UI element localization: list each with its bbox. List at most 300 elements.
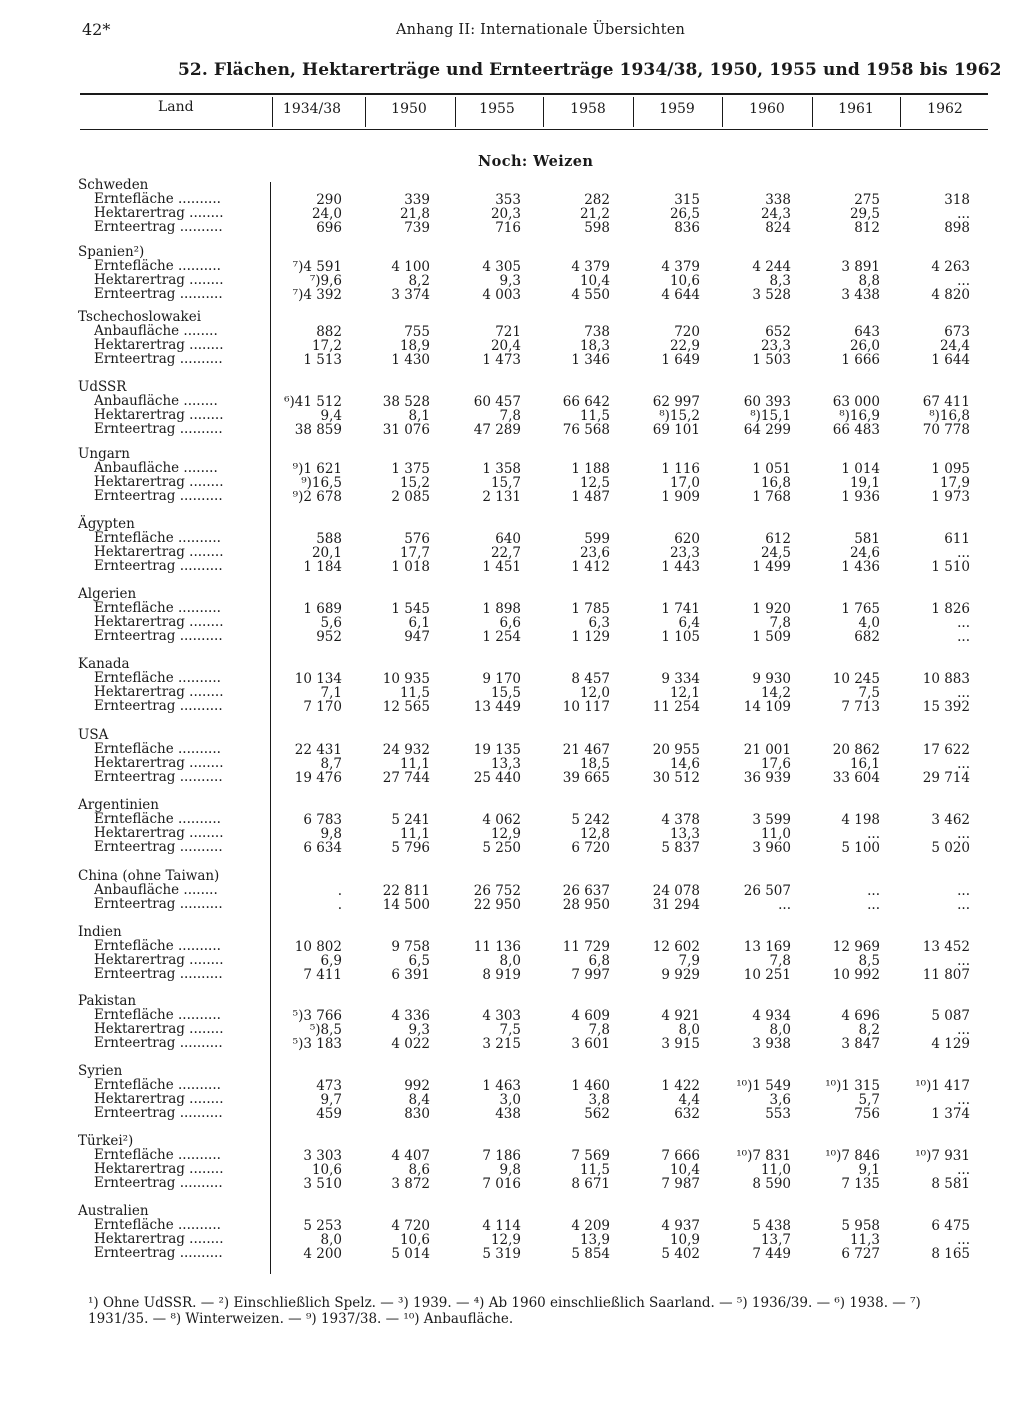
table-cell: 27 744	[382, 770, 430, 786]
table-cell: 22 811	[382, 883, 430, 899]
table-cell: 7 569	[571, 1148, 610, 1164]
table-cell: 7 713	[841, 699, 880, 715]
table-cell: 10 134	[294, 671, 342, 687]
table-cell: 598	[584, 220, 610, 236]
table-cell: 10 117	[562, 699, 610, 715]
table-title: 52. Flächen, Hektarerträge und Ernteerträge 1934/38, 1950, 1955 und 1958 bis 1962	[178, 60, 1002, 80]
table-cell: 7 411	[303, 967, 342, 983]
table-cell: 1 785	[571, 601, 610, 617]
table-cell: 1 689	[303, 601, 342, 617]
table-cell: 2 085	[391, 489, 430, 505]
table-cell: 6,1	[408, 615, 430, 631]
row-label: Hektarertrag ........	[94, 338, 224, 352]
table-cell: 13,9	[579, 1232, 610, 1248]
table-cell: ¹⁰)7 846	[825, 1148, 880, 1164]
table-cell: 24 932	[382, 742, 430, 758]
table-cell: 9 758	[391, 939, 430, 955]
table-cell: ...	[957, 1022, 970, 1038]
table-cell: 5 241	[391, 812, 430, 828]
table-cell: 6,3	[588, 615, 610, 631]
table-cell: 8 457	[571, 671, 610, 687]
table-cell: 23,3	[669, 545, 700, 561]
table-cell: 5 796	[391, 840, 430, 856]
table-cell: 8,7	[320, 756, 342, 772]
table-cell: 5 402	[661, 1246, 700, 1262]
table-cell: 5 087	[931, 1008, 970, 1024]
table-cell: 339	[404, 192, 430, 208]
row-label: Hektarertrag ........	[94, 826, 224, 840]
table-cell: 3 528	[752, 287, 791, 303]
table-cell: 9,7	[320, 1092, 342, 1108]
table-cell: 4 921	[661, 1008, 700, 1024]
table-cell: 10,4	[579, 273, 610, 289]
table-cell: 7 186	[482, 1148, 521, 1164]
table-cell: 1 116	[661, 461, 700, 477]
table-cell: 318	[944, 192, 970, 208]
table-cell: 553	[765, 1106, 791, 1122]
table-cell: .	[337, 883, 342, 899]
table-cell: 1 375	[391, 461, 430, 477]
table-cell: 1 973	[931, 489, 970, 505]
table-cell: 1 188	[571, 461, 610, 477]
table-cell: 947	[404, 629, 430, 645]
table-cell: 4 379	[661, 259, 700, 275]
table-cell: 24,3	[760, 206, 791, 222]
table-cell: 11,1	[399, 826, 430, 842]
table-cell: 3 215	[482, 1036, 521, 1052]
row-label: Hektarertrag ........	[94, 1092, 224, 1106]
country-name: Algerien	[78, 586, 137, 602]
table-cell: 5 242	[571, 812, 610, 828]
table-cell: 11 136	[473, 939, 521, 955]
table-cell: 10 251	[743, 967, 791, 983]
table-cell: 4 820	[931, 287, 970, 303]
table-cell: 13 449	[473, 699, 521, 715]
table-cell: 673	[944, 324, 970, 340]
table-cell: 9 334	[661, 671, 700, 687]
table-cell: 8 590	[752, 1176, 791, 1192]
table-cell: 7,8	[588, 1022, 610, 1038]
table-cell: 4 937	[661, 1218, 700, 1234]
table-cell: 11,5	[579, 1162, 610, 1178]
table-cell: 15,5	[490, 685, 521, 701]
table-cell: 4 209	[571, 1218, 610, 1234]
row-label: Erntefläche ..........	[94, 939, 221, 953]
country-name: Australien	[78, 1203, 149, 1219]
table-cell: 4 303	[482, 1008, 521, 1024]
table-cell: 26 637	[562, 883, 610, 899]
table-cell: 19 476	[294, 770, 342, 786]
table-cell: 643	[854, 324, 880, 340]
table-cell: 3 847	[841, 1036, 880, 1052]
table-cell: ...	[867, 826, 880, 842]
table-cell: 755	[404, 324, 430, 340]
row-label: Erntefläche ..........	[94, 601, 221, 615]
table-cell: 1 898	[482, 601, 521, 617]
table-cell: ...	[957, 883, 970, 899]
table-cell: 11,3	[849, 1232, 880, 1248]
table-cell: 438	[495, 1106, 521, 1122]
table-cell: 11,5	[579, 408, 610, 424]
table-cell: 6,9	[320, 953, 342, 969]
table-cell: ¹⁰)7 931	[915, 1148, 970, 1164]
table-cell: 5 438	[752, 1218, 791, 1234]
table-cell: 1 473	[482, 352, 521, 368]
table-cell: 3,8	[588, 1092, 610, 1108]
row-label: Ernteertrag ..........	[94, 1246, 223, 1260]
table-cell: 4 100	[391, 259, 430, 275]
table-cell: ⁸)15,2	[659, 408, 700, 424]
table-cell: ¹⁰)1 315	[825, 1078, 880, 1094]
table-cell: ...	[957, 206, 970, 222]
row-label: Hektarertrag ........	[94, 1232, 224, 1246]
country-block	[78, 728, 278, 784]
table-cell: 11 807	[922, 967, 970, 983]
table-cell: 33 604	[832, 770, 880, 786]
row-label: Ernteertrag ..........	[94, 287, 223, 301]
table-cell: ...	[957, 826, 970, 842]
table-cell: 7,9	[678, 953, 700, 969]
table-cell: 22,7	[490, 545, 521, 561]
row-label: Ernteertrag ..........	[94, 1176, 223, 1190]
table-cell: 12,9	[490, 1232, 521, 1248]
country-block	[78, 245, 278, 301]
table-cell: 13 169	[743, 939, 791, 955]
table-cell: 353	[495, 192, 521, 208]
table-cell: 8,0	[678, 1022, 700, 1038]
table-cell: 5,6	[320, 615, 342, 631]
table-cell: 66 483	[832, 422, 880, 438]
table-cell: 16,8	[760, 475, 791, 491]
table-cell: 1 051	[752, 461, 791, 477]
table-cell: 682	[854, 629, 880, 645]
table-cell: 290	[316, 192, 342, 208]
row-label: Hektarertrag ........	[94, 206, 224, 220]
table-cell: ¹⁰)7 831	[736, 1148, 791, 1164]
page-number: 42*	[82, 20, 111, 39]
running-head: Anhang II: Internationale Übersichten	[396, 22, 686, 38]
table-cell: 18,3	[579, 338, 610, 354]
row-label: Erntefläche ..........	[94, 192, 221, 206]
table-cell: 1 666	[841, 352, 880, 368]
table-cell: 4 407	[391, 1148, 430, 1164]
table-cell: 1 346	[571, 352, 610, 368]
table-cell: 64 299	[743, 422, 791, 438]
table-cell: 11 729	[562, 939, 610, 955]
row-label: Ernteertrag ..........	[94, 489, 223, 503]
table-cell: ...	[957, 1232, 970, 1248]
table-cell: ...	[957, 615, 970, 631]
country-block	[78, 869, 278, 911]
country-name: USA	[78, 727, 109, 743]
table-cell: 14,2	[760, 685, 791, 701]
table-cell: 15,7	[490, 475, 521, 491]
table-cell: 24,5	[760, 545, 791, 561]
table-cell: 5 319	[482, 1246, 521, 1262]
table-cell: 5 250	[482, 840, 521, 856]
table-cell: 836	[674, 220, 700, 236]
table-cell: 9,8	[499, 1162, 521, 1178]
table-cell: 66 642	[562, 394, 610, 410]
table-cell: 6 475	[931, 1218, 970, 1234]
table-cell: 20,3	[490, 206, 521, 222]
table-cell: 716	[495, 220, 521, 236]
table-cell: 12,8	[579, 826, 610, 842]
table-cell: 8,2	[408, 273, 430, 289]
table-cell: 1 254	[482, 629, 521, 645]
table-cell: 640	[495, 531, 521, 547]
table-cell: 67 411	[922, 394, 970, 410]
header-column-separator	[633, 97, 634, 127]
country-block	[78, 447, 278, 503]
country-block	[78, 925, 278, 981]
table-cell: 7,8	[769, 615, 791, 631]
table-cell: 1 460	[571, 1078, 610, 1094]
table-cell: 581	[854, 531, 880, 547]
table-cell: 8,2	[858, 1022, 880, 1038]
table-cell: 9,1	[858, 1162, 880, 1178]
row-label: Hektarertrag ........	[94, 756, 224, 770]
row-label: Hektarertrag ........	[94, 615, 224, 629]
table-cell: 1 095	[931, 461, 970, 477]
row-label: Ernteertrag ..........	[94, 699, 223, 713]
table-cell: 4 609	[571, 1008, 610, 1024]
table-cell: 5 014	[391, 1246, 430, 1262]
table-cell: 10,6	[399, 1232, 430, 1248]
table-cell: ...	[957, 545, 970, 561]
table-cell: 5 837	[661, 840, 700, 856]
table-cell: 17,6	[760, 756, 791, 772]
table-cell: 7 135	[841, 1176, 880, 1192]
table-cell: 8,0	[769, 1022, 791, 1038]
table-cell: 10,6	[669, 273, 700, 289]
table-cell: 4 003	[482, 287, 521, 303]
table-cell: 17,9	[939, 475, 970, 491]
table-cell: 3 303	[303, 1148, 342, 1164]
table-cell: 20,1	[311, 545, 342, 561]
country-name: Kanada	[78, 656, 130, 672]
table-cell: 76 568	[562, 422, 610, 438]
table-cell: 20 862	[832, 742, 880, 758]
row-label: Ernteertrag ..........	[94, 967, 223, 981]
table-cell: ⁵)8,5	[309, 1022, 342, 1038]
table-cell: 2 131	[482, 489, 521, 505]
row-label: Ernteertrag ..........	[94, 1036, 223, 1050]
table-cell: 10,9	[669, 1232, 700, 1248]
table-cell: 7,8	[769, 953, 791, 969]
table-cell: 21,2	[579, 206, 610, 222]
table-cell: 4,4	[678, 1092, 700, 1108]
table-cell: 8,0	[320, 1232, 342, 1248]
header-bottom-rule	[80, 129, 988, 130]
table-cell: 26 507	[743, 883, 791, 899]
footnotes: ¹) Ohne UdSSR. — ²) Einschließlich Spelz. — ³) 1939. — ⁴) Ab 1960 einschließlich Saarland. — ⁵) 1936/39. — ⁶) 1938. — ⁷) 1931/35. — ⁸) Winterweizen. — ⁹) 1937/38. — ¹⁰) Anbaufläche.	[88, 1295, 921, 1327]
table-cell: 6,5	[408, 953, 430, 969]
table-cell: 620	[674, 531, 700, 547]
table-cell: 21 001	[743, 742, 791, 758]
table-cell: 18,5	[579, 756, 610, 772]
table-cell: 8,3	[769, 273, 791, 289]
table-cell: 992	[404, 1078, 430, 1094]
table-cell: 338	[765, 192, 791, 208]
table-cell: ⁸)15,1	[750, 408, 791, 424]
row-label: Erntefläche ..........	[94, 1148, 221, 1162]
country-block	[78, 517, 278, 573]
row-label: Ernteertrag ..........	[94, 629, 223, 643]
table-cell: 60 457	[473, 394, 521, 410]
table-cell: 3 938	[752, 1036, 791, 1052]
table-cell: ⁵)3 183	[292, 1036, 342, 1052]
table-cell: 4 550	[571, 287, 610, 303]
table-cell: ⁸)16,9	[839, 408, 880, 424]
table-cell: 3 438	[841, 287, 880, 303]
table-cell: 3 374	[391, 287, 430, 303]
table-cell: 4 114	[482, 1218, 521, 1234]
header-column-separator	[722, 97, 723, 127]
table-cell: 12,5	[579, 475, 610, 491]
row-label: Erntefläche ..........	[94, 1078, 221, 1092]
table-cell: 4 062	[482, 812, 521, 828]
table-cell: 23,3	[760, 338, 791, 354]
table-cell: 1 463	[482, 1078, 521, 1094]
row-label: Hektarertrag ........	[94, 545, 224, 559]
country-block	[78, 1204, 278, 1260]
table-cell: 1 014	[841, 461, 880, 477]
table-cell: 26,0	[849, 338, 880, 354]
row-label: Anbaufläche ........	[94, 883, 218, 897]
table-cell: 1 018	[391, 559, 430, 575]
header-column-separator	[272, 97, 273, 127]
column-header: 1958	[570, 101, 606, 117]
country-name: Indien	[78, 924, 122, 940]
header-top-rule	[80, 93, 988, 95]
table-cell: ...	[778, 897, 791, 913]
row-label: Erntefläche ..........	[94, 259, 221, 273]
table-cell: ¹⁰)1 417	[915, 1078, 970, 1094]
column-header: 1961	[838, 101, 874, 117]
table-cell: 6,8	[588, 953, 610, 969]
table-cell: 12,1	[669, 685, 700, 701]
table-cell: 9 930	[752, 671, 791, 687]
table-cell: 5 958	[841, 1218, 880, 1234]
row-label: Erntefläche ..........	[94, 1008, 221, 1022]
row-label: Erntefläche ..........	[94, 812, 221, 826]
table-cell: 17 622	[922, 742, 970, 758]
table-cell: 6 391	[391, 967, 430, 983]
table-cell: 1 105	[661, 629, 700, 645]
table-cell: 1 499	[752, 559, 791, 575]
table-cell: 459	[316, 1106, 342, 1122]
table-cell: 612	[765, 531, 791, 547]
table-cell: 1 184	[303, 559, 342, 575]
column-header: 1962	[927, 101, 963, 117]
table-cell: ...	[957, 756, 970, 772]
table-cell: ⁷)9,6	[309, 273, 342, 289]
table-cell: 21 467	[562, 742, 610, 758]
table-cell: 1 936	[841, 489, 880, 505]
table-cell: 1 358	[482, 461, 521, 477]
row-label: Anbaufläche ........	[94, 461, 218, 475]
table-cell: 4 022	[391, 1036, 430, 1052]
table-cell: 23,6	[579, 545, 610, 561]
table-cell: ⁵)3 766	[292, 1008, 342, 1024]
row-label: Ernteertrag ..........	[94, 1106, 223, 1120]
table-cell: 22,9	[669, 338, 700, 354]
table-cell: 7,1	[320, 685, 342, 701]
table-cell: 1 513	[303, 352, 342, 368]
table-cell: 952	[316, 629, 342, 645]
table-cell: 21,8	[399, 206, 430, 222]
country-block	[78, 1134, 278, 1190]
table-cell: 12,9	[490, 826, 521, 842]
table-cell: 15,2	[399, 475, 430, 491]
table-cell: 282	[584, 192, 610, 208]
table-cell: 3 872	[391, 1176, 430, 1192]
table-cell: 10,6	[311, 1162, 342, 1178]
table-cell: 7 170	[303, 699, 342, 715]
table-cell: 1 443	[661, 559, 700, 575]
column-header: 1950	[391, 101, 427, 117]
table-cell: 24,4	[939, 338, 970, 354]
table-cell: 9,4	[320, 408, 342, 424]
row-label: Erntefläche ..........	[94, 671, 221, 685]
row-label: Hektarertrag ........	[94, 408, 224, 422]
table-cell: 16,1	[849, 756, 880, 772]
table-cell: 576	[404, 531, 430, 547]
table-cell: 6 634	[303, 840, 342, 856]
header-column-separator	[365, 97, 366, 127]
country-block	[78, 994, 278, 1050]
column-header: 1955	[479, 101, 515, 117]
header-column-separator	[455, 97, 456, 127]
table-cell: ⁹)16,5	[301, 475, 342, 491]
row-label: Ernteertrag ..........	[94, 897, 223, 911]
table-cell: 24,0	[311, 206, 342, 222]
table-cell: 12,0	[579, 685, 610, 701]
country-name: Pakistan	[78, 993, 137, 1009]
table-cell: 20 955	[652, 742, 700, 758]
table-cell: 36 939	[743, 770, 791, 786]
table-cell: 14,6	[669, 756, 700, 772]
country-block	[78, 178, 278, 234]
country-name: China (ohne Taiwan)	[78, 868, 220, 884]
table-cell: 599	[584, 531, 610, 547]
table-cell: 812	[854, 220, 880, 236]
table-cell: 8,4	[408, 1092, 430, 1108]
table-cell: 7 016	[482, 1176, 521, 1192]
row-label: Ernteertrag ..........	[94, 559, 223, 573]
table-cell: 7 997	[571, 967, 610, 983]
table-cell: 611	[944, 531, 970, 547]
header-land: Land	[158, 99, 194, 115]
table-cell: ...	[957, 629, 970, 645]
table-cell: 8 671	[571, 1176, 610, 1192]
country-name: Argentinien	[78, 797, 159, 813]
table-cell: ...	[957, 685, 970, 701]
header-column-separator	[900, 97, 901, 127]
table-cell: 69 101	[652, 422, 700, 438]
table-cell: 8,0	[499, 953, 521, 969]
table-cell: 10 802	[294, 939, 342, 955]
table-cell: 24 078	[652, 883, 700, 899]
table-cell: 3 462	[931, 812, 970, 828]
table-cell: 70 778	[922, 422, 970, 438]
table-cell: 4 644	[661, 287, 700, 303]
table-cell: 824	[765, 220, 791, 236]
row-label: Hektarertrag ........	[94, 953, 224, 967]
table-cell: 9,8	[320, 826, 342, 842]
table-cell: 4 305	[482, 259, 521, 275]
